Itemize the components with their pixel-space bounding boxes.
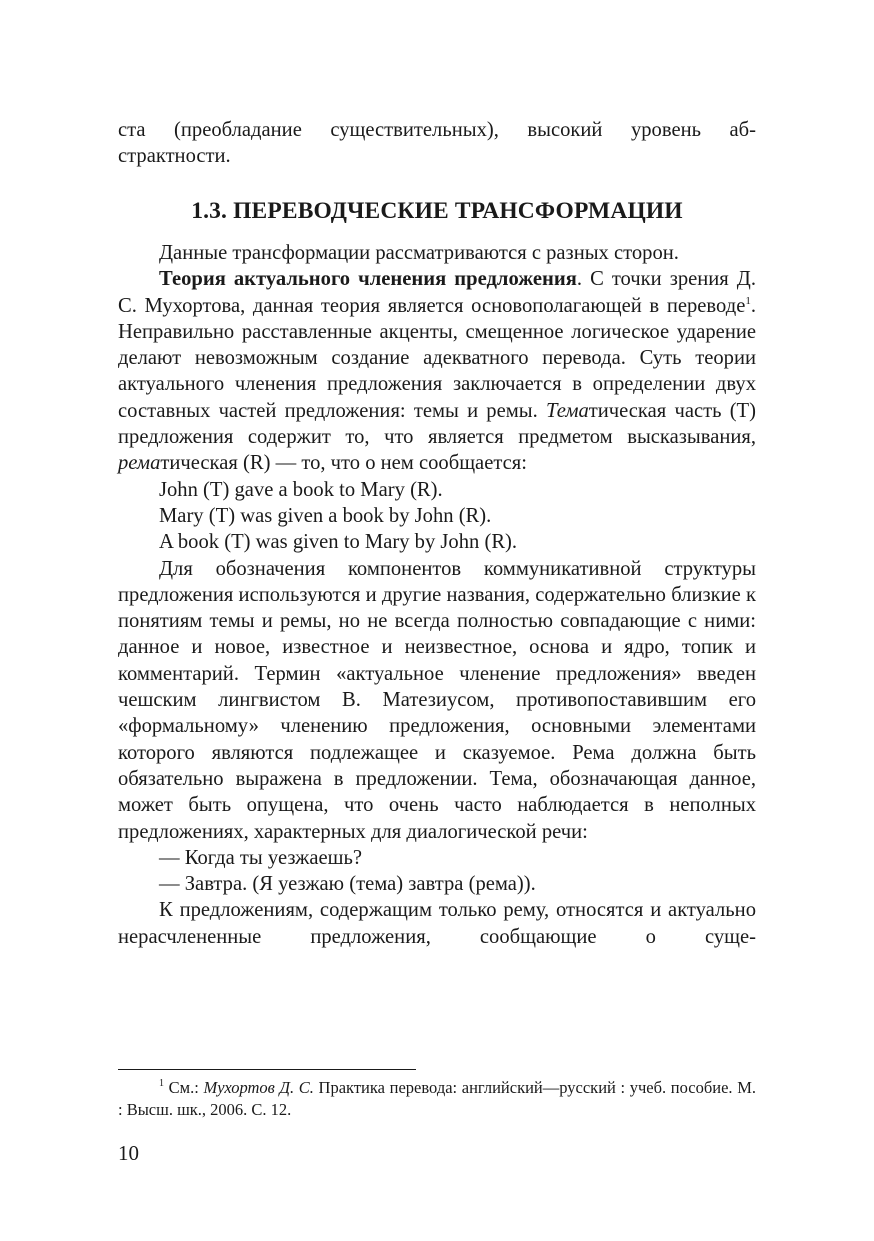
continuation-text (118, 117, 756, 170)
main-body (118, 240, 756, 950)
example-sentence: Mary (T) was given a book by John (R). (159, 504, 492, 527)
theory-paragraph (118, 266, 756, 476)
footnote-divider (118, 1069, 416, 1070)
continuation-line-2: страктности. (118, 145, 231, 168)
components-paragraph: Для обозначения компонентов коммуникативной структуры предложения используются и другие названия, содержательно близкие к понятиям темы и ремы, но не всегда полностью совпадающие с ними: данное и новое, известное и неизвестное, основа и ядро, топик и комментарий. Термин «актуальное членение предложения» введен чешским лингвистом В. Матезиусом, противопоставившим его «формальному» членению предложения, основными элементами которого являются подлежащее и сказуемое. Рема должна быть обязательно выражена в предложении. Тема, обозначающая данное, может быть опущена, что очень часто наблюдается в неполных предложениях, характерных для диалогической речи: (118, 557, 756, 843)
example-sentence: A book (T) was given to Mary by John (R). (159, 531, 518, 554)
theory-text-3: тическая часть (Т) предложения содержит то, что является предметом высказывания, (118, 399, 756, 449)
theory-text-2: . Неправильно расставленные акценты, смещенное логическое ударение делают невозможным создание адекватного перевода. Суть теории актуального членения предложения заключается в определении двух составных частей предложения: темы и ремы. (118, 294, 756, 422)
theory-text-1: . С точки зрения Д. С. Мухортова, данная теория является основополагающей в переводе (118, 268, 756, 317)
continuation-line-1: ста (преобладание существительных), высокий уровень аб- (118, 119, 756, 141)
footnote-text (118, 1077, 756, 1120)
tema-italic: Тема (545, 399, 589, 422)
section-heading: 1.3. ПЕРЕВОДЧЕСКИЕ ТРАНСФОРМАЦИИ (191, 198, 683, 224)
footnote-prefix: См.: (168, 1078, 204, 1097)
example-sentence: John (T) gave a book to Mary (R). (159, 478, 443, 501)
footnote-reference: 1 (745, 294, 751, 307)
footnote (118, 1077, 756, 1120)
footnote-citation: Практика перевода: английский—русский : учеб. пособие. М. : Высш. шк., 2006. С. 12. (118, 1078, 756, 1119)
theory-text-4: тическая (R) — то, что о нем сообщается: (160, 452, 527, 475)
intro-paragraph: Данные трансформации рассматриваются с разных сторон. (159, 242, 679, 264)
dialogue-line: — Когда ты уезжаешь? (159, 846, 363, 869)
page-number: 10 (118, 1141, 139, 1165)
theory-title: Теория актуального членения предложения (159, 268, 577, 291)
footnote-author: Мухортов Д. С. (203, 1078, 314, 1097)
dialogue-line: — Завтра. (Я уезжаю (тема) завтра (рема)). (159, 873, 536, 896)
footnote-number: 1 (159, 1078, 164, 1089)
rema-italic: рема (118, 452, 161, 475)
rema-only-paragraph: К предложениям, содержащим только рему, относятся и актуально нерасчлененные предложения, сообщающие о суще- (118, 899, 756, 948)
